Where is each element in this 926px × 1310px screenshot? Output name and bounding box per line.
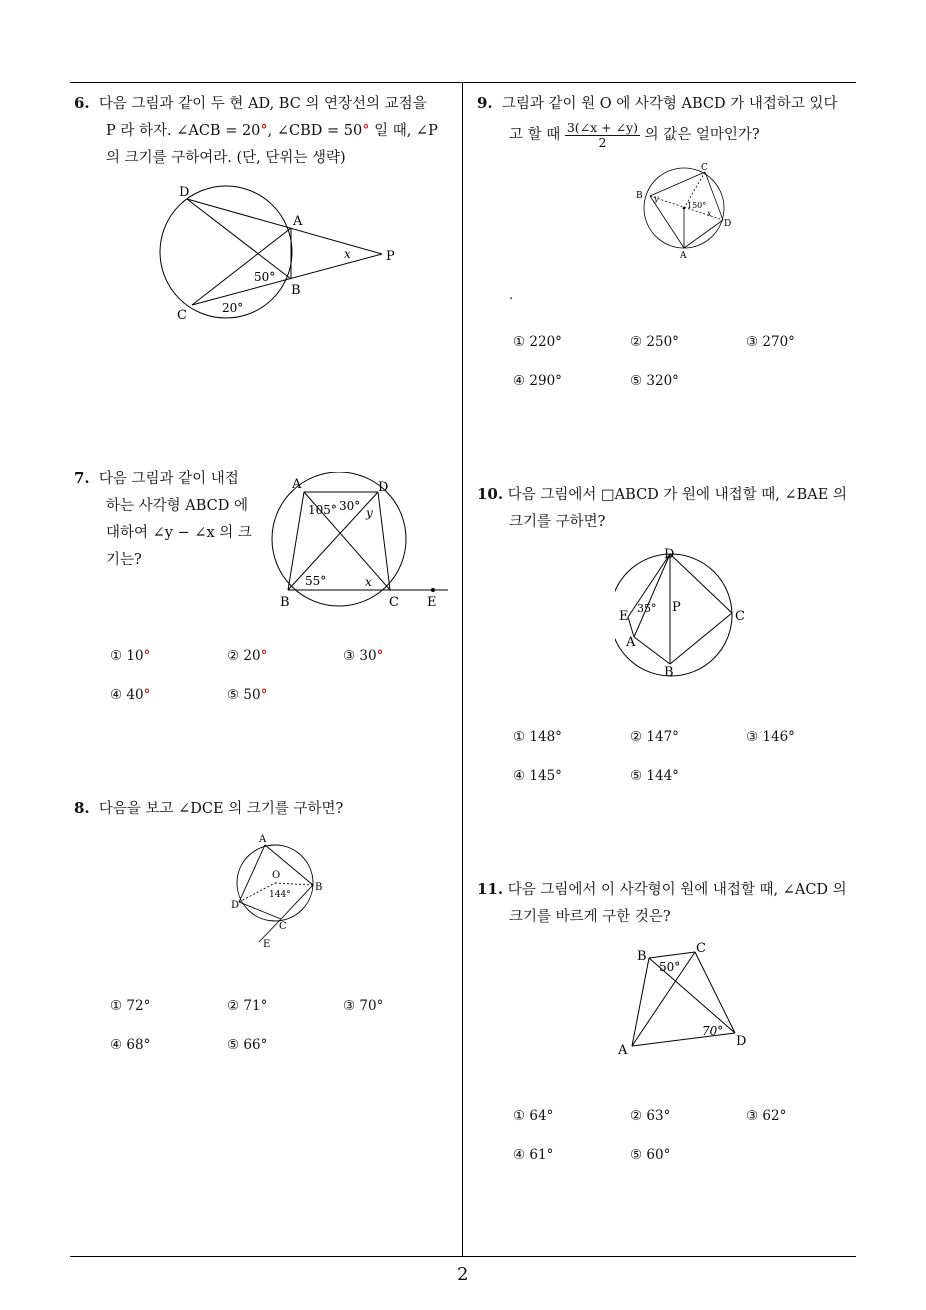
label-A: A [626, 635, 636, 650]
question-text: 고 할 때 [509, 127, 561, 143]
choice-5[interactable]: ⑤ 320° [630, 373, 679, 389]
question-number: 11. [477, 880, 504, 898]
label-E: E [263, 939, 271, 950]
top-rule [70, 82, 856, 83]
question-6 [74, 90, 459, 172]
choice-3[interactable]: ③ 270° [746, 334, 795, 350]
choice-3[interactable]: ③ 62° [746, 1108, 787, 1124]
choice-5[interactable]: ⑤ 60° [630, 1147, 671, 1163]
label-A: A [293, 214, 303, 229]
label-D: D [231, 900, 240, 911]
question-text: 다음 그림과 같이 두 현 AD, BC 의 연장선의 교점을 [98, 96, 427, 112]
label-O: O [272, 870, 281, 881]
question-9 [477, 90, 862, 152]
choice-5[interactable]: ⑤ 50° [227, 687, 268, 703]
choice-2[interactable]: ② 250° [630, 334, 679, 350]
angle-30: 30° [339, 499, 361, 513]
question-text: 의 크기를 구하여라. (단, 단위는 생략) [106, 150, 346, 166]
question-7 [74, 465, 264, 574]
question-text: 다음을 보고 ∠DCE 의 크기를 구하면? [98, 801, 344, 817]
stray-dot: . [509, 288, 514, 303]
q9-figure [630, 158, 740, 263]
choice-5[interactable]: ⑤ 144° [630, 768, 679, 784]
question-text: 다음 그림에서 이 사각형이 원에 내접할 때, ∠ACD 의 [507, 882, 847, 898]
choice-4[interactable]: ④ 61° [513, 1147, 554, 1163]
label-P: P [672, 600, 681, 615]
label-B: B [291, 283, 301, 298]
question-text: 대하여 ∠y − ∠x 의 크 [106, 525, 252, 541]
choice-2[interactable]: ② 20° [227, 648, 268, 664]
label-A: A [680, 251, 687, 261]
label-E: E [619, 609, 629, 624]
angle-35: 35° [637, 602, 657, 615]
question-number: 10. [477, 485, 504, 503]
label-A: A [292, 477, 302, 492]
question-number: 8. [74, 799, 90, 817]
choice-2[interactable]: ② 63° [630, 1108, 671, 1124]
label-C: C [389, 595, 399, 610]
bottom-rule [70, 1256, 856, 1257]
label-A: A [618, 1043, 628, 1058]
label-C: C [696, 941, 706, 956]
choice-5[interactable]: ⑤ 66° [227, 1037, 268, 1053]
angle-x: x [707, 209, 712, 218]
question-text: 그림과 같이 원 O 에 사각형 ABCD 가 내접하고 있다 [501, 96, 838, 112]
angle-150: 150° [687, 201, 707, 210]
degree-mark: ° [362, 123, 370, 139]
choice-1[interactable]: ① 64° [513, 1108, 554, 1124]
choice-2[interactable]: ② 147° [630, 729, 679, 745]
question-text: P 라 하자. ∠ACB = 20 [106, 123, 261, 139]
angle-105: 105° [308, 503, 337, 517]
label-E: E [427, 595, 437, 610]
q6-figure [150, 175, 410, 325]
choice-1[interactable]: ① 148° [513, 729, 562, 745]
label-C: C [735, 609, 745, 624]
page-number: 2 [457, 1264, 469, 1285]
label-D: D [724, 219, 732, 229]
angle-50: 50° [254, 270, 276, 284]
choice-1[interactable]: ① 72° [110, 998, 151, 1014]
choice-4[interactable]: ④ 290° [513, 373, 562, 389]
label-B: B [664, 665, 674, 680]
fraction: $\frac{3(\angle x + \angle y)}{2}$ [566, 119, 639, 150]
angle-x: x [344, 247, 351, 261]
question-10 [477, 481, 862, 536]
choice-1[interactable]: ① 220° [513, 334, 562, 350]
angle-y: y [366, 506, 373, 520]
choice-1[interactable]: ① 10° [110, 648, 151, 664]
question-text: 다음 그림에서 □ABCD 가 원에 내접할 때, ∠BAE 의 [507, 487, 847, 503]
q10-figure [615, 543, 755, 683]
choice-3[interactable]: ③ 70° [343, 998, 384, 1014]
label-D: D [736, 1034, 747, 1049]
label-C: C [279, 921, 287, 932]
question-text: , ∠CBD = 50 [267, 123, 363, 139]
label-D: D [664, 547, 675, 562]
choice-3[interactable]: ③ 146° [746, 729, 795, 745]
angle-x: x [365, 575, 372, 589]
column-divider [462, 82, 463, 1257]
question-number: 9. [477, 94, 493, 112]
question-text: 일 때, ∠P [369, 123, 438, 139]
q8-figure [225, 830, 335, 950]
label-D: D [378, 480, 389, 495]
angle-144: 144° [269, 890, 291, 900]
label-B: B [315, 882, 323, 893]
label-B: B [280, 595, 290, 610]
label-C: C [177, 308, 187, 323]
choice-4[interactable]: ④ 68° [110, 1037, 151, 1053]
question-11 [477, 876, 862, 931]
q11-figure [612, 938, 762, 1058]
label-D: D [179, 185, 190, 200]
question-number: 7. [74, 469, 90, 487]
choice-2[interactable]: ② 71° [227, 998, 268, 1014]
label-C: C [701, 163, 708, 173]
label-P: P [386, 249, 395, 264]
angle-70: 70° [702, 1024, 724, 1038]
choice-3[interactable]: ③ 30° [343, 648, 384, 664]
label-B: B [636, 191, 643, 201]
question-number: 6. [74, 94, 90, 112]
angle-y: y [654, 194, 659, 203]
question-text: 다음 그림과 같이 내접 [98, 471, 239, 487]
question-text: 크기를 바르게 구한 것은? [509, 909, 671, 925]
question-text: 크기를 구하면? [509, 514, 606, 530]
label-B: B [637, 949, 647, 964]
q7-figure [268, 472, 458, 612]
question-8 [74, 795, 459, 823]
angle-55: 55° [305, 574, 327, 588]
question-text: 의 값은 얼마인가? [644, 127, 760, 143]
question-text: 기는? [106, 552, 142, 568]
question-text: 하는 사각형 ABCD 에 [106, 498, 248, 514]
angle-50: 50° [659, 960, 681, 974]
degree-mark: ° [260, 123, 268, 139]
choice-4[interactable]: ④ 145° [513, 768, 562, 784]
label-A: A [259, 834, 267, 845]
choice-4[interactable]: ④ 40° [110, 687, 151, 703]
angle-20: 20° [222, 301, 244, 315]
